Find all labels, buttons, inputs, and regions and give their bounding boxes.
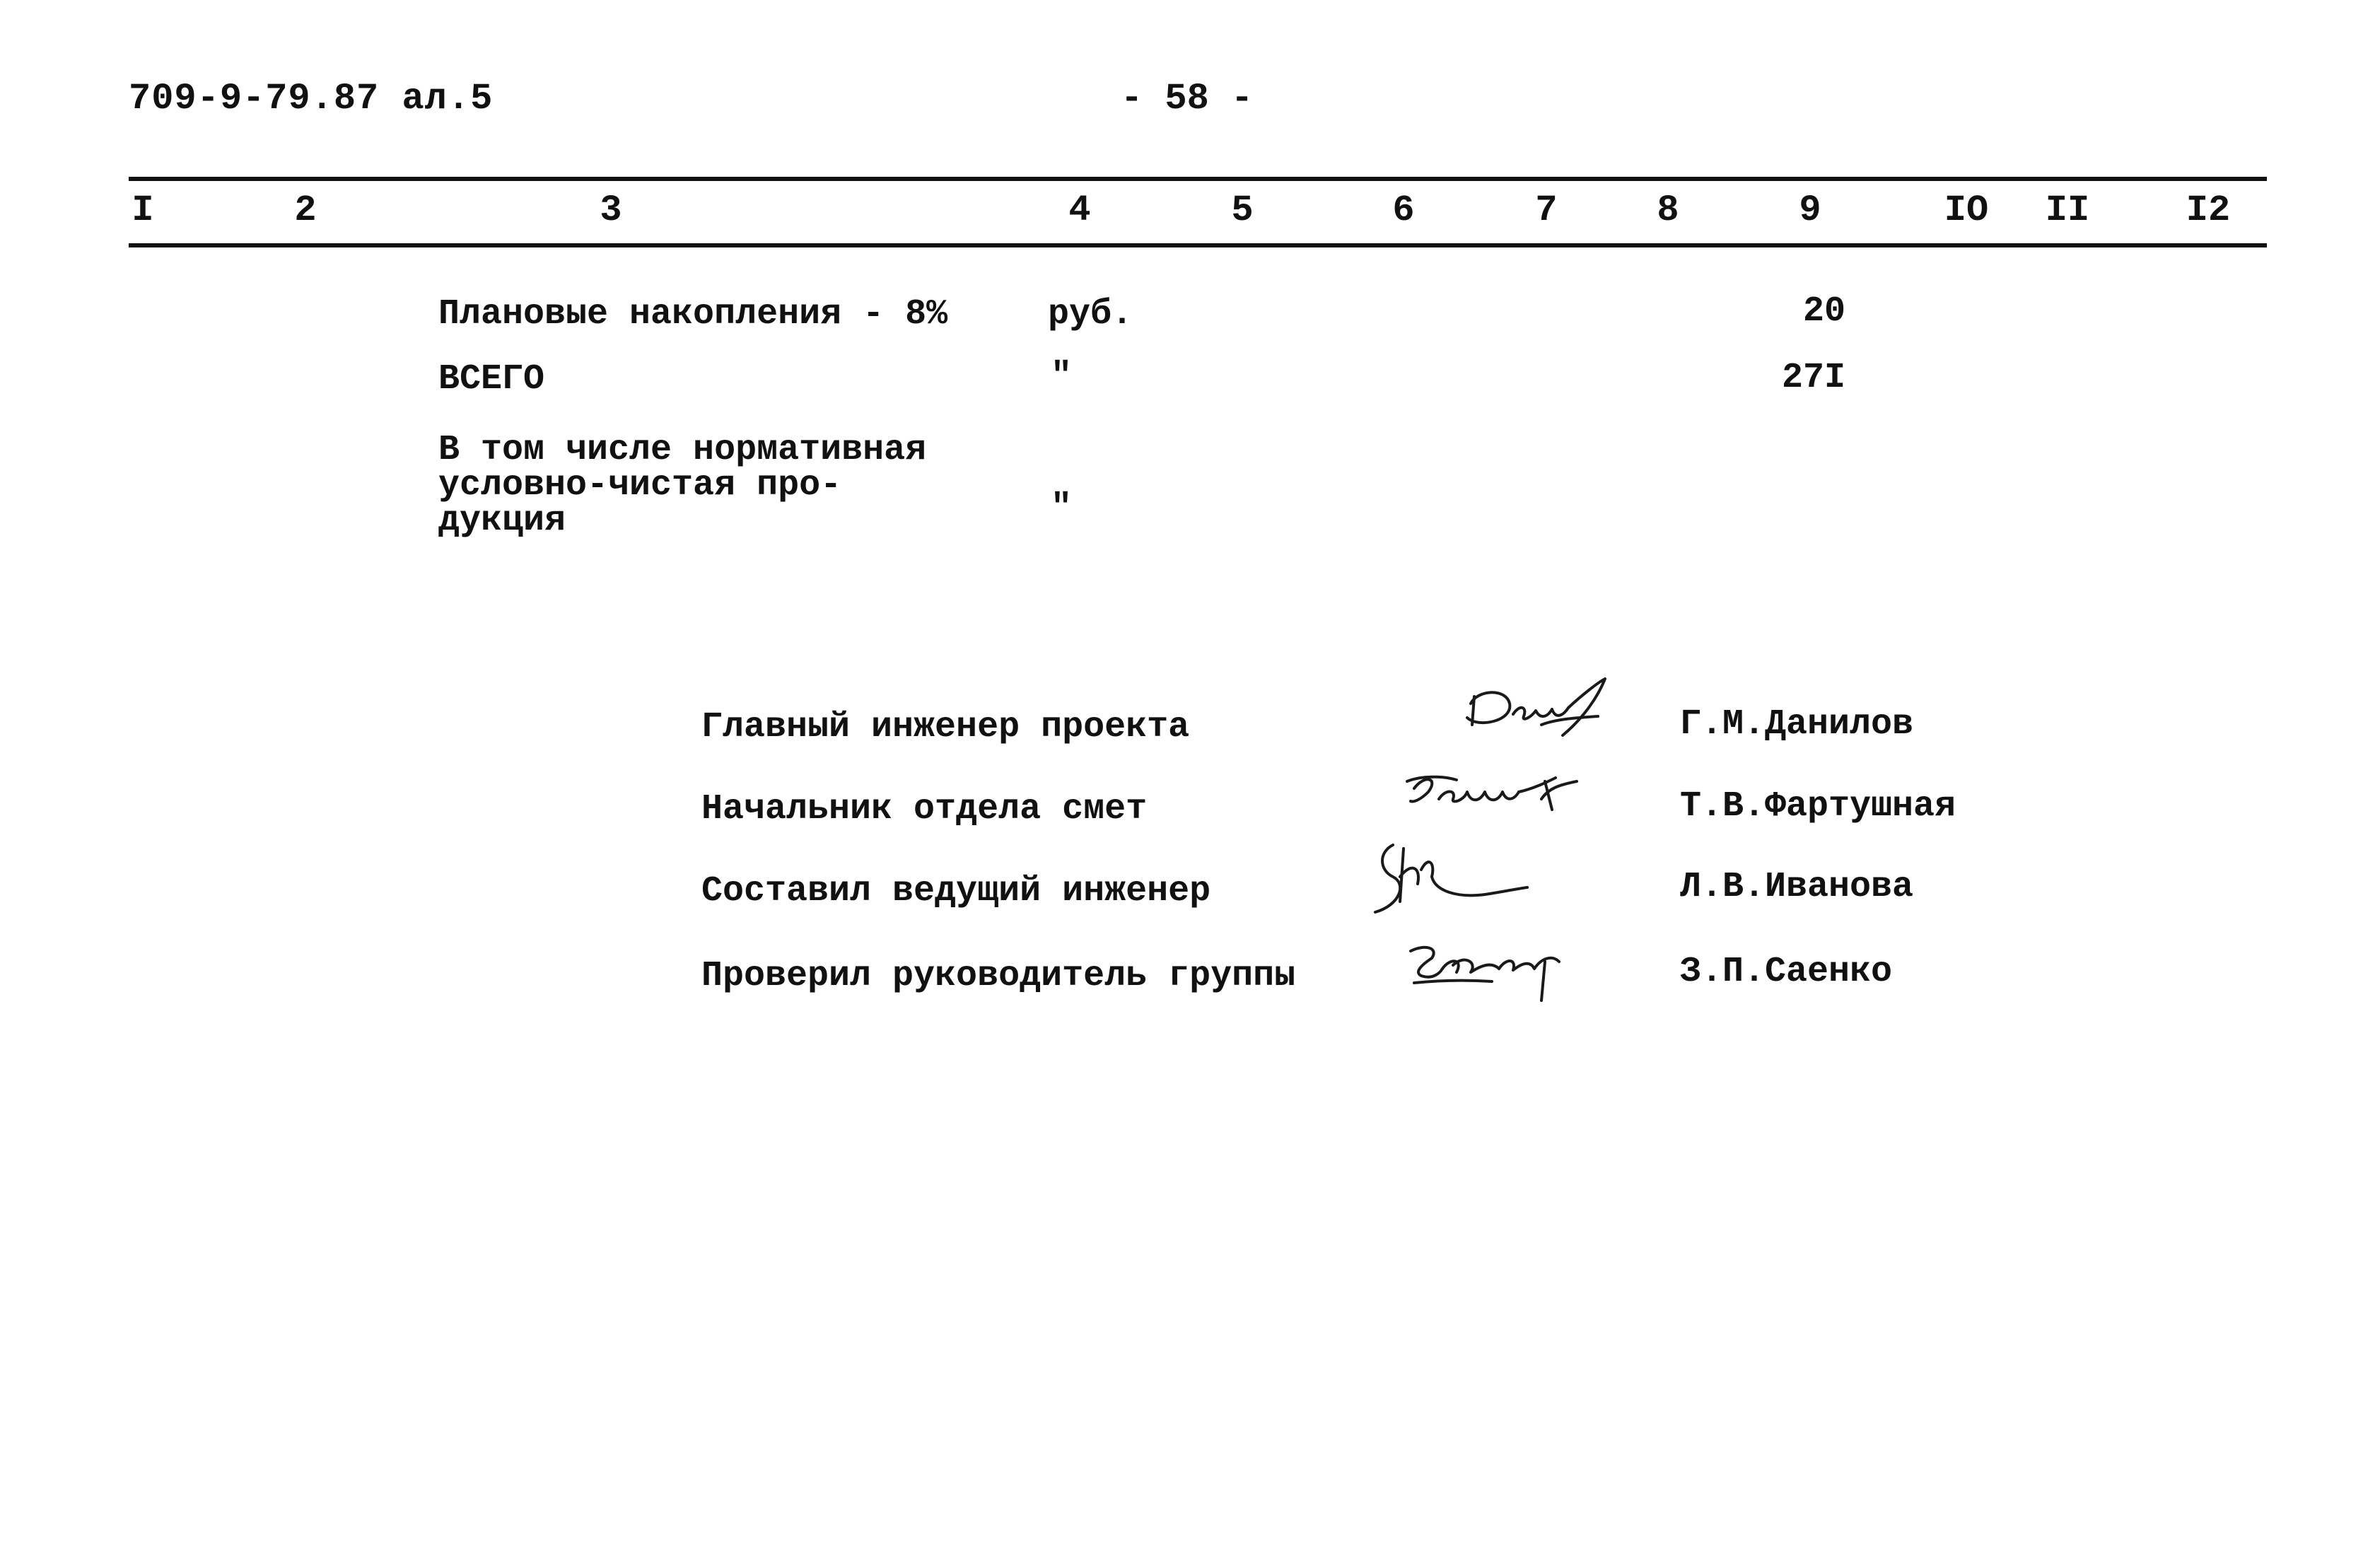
row-unit: руб. xyxy=(1048,294,1133,334)
row-description: ВСЕГО xyxy=(438,359,545,400)
signature-title: Начальник отдела смет xyxy=(701,789,1148,829)
handwritten-signature-icon xyxy=(1400,933,1584,1011)
signatory-name: Т.В.Фартушная xyxy=(1680,786,1956,827)
row-description-line: В том числе нормативная xyxy=(438,430,927,470)
row-description: Плановые накопления - 8% xyxy=(438,294,948,334)
handwritten-signature-icon xyxy=(1457,675,1619,760)
column-number-1: I xyxy=(132,190,154,231)
row-value: 20 xyxy=(1803,291,1846,332)
column-number-11: II xyxy=(2045,190,2090,231)
table-top-rule xyxy=(129,177,2267,181)
column-number-12: I2 xyxy=(2186,190,2231,231)
signature-title: Составил ведущий инженер xyxy=(701,871,1211,911)
column-number-4: 4 xyxy=(1068,190,1091,231)
column-number-10: IO xyxy=(1944,190,1989,231)
row-unit: " xyxy=(1051,356,1073,397)
row-description-line: условно-чистая про- xyxy=(438,465,842,506)
row-description-line: дукция xyxy=(438,501,566,541)
handwritten-signature-icon xyxy=(1400,760,1598,831)
column-number-9: 9 xyxy=(1799,190,1821,231)
column-number-3: 3 xyxy=(600,190,622,231)
signatory-name: Г.М.Данилов xyxy=(1680,704,1914,745)
table-header-rule xyxy=(129,243,2267,247)
signature-title: Главный инженер проекта xyxy=(701,707,1190,747)
row-value: 27I xyxy=(1782,358,1846,398)
signatory-name: Л.В.Иванова xyxy=(1680,867,1914,907)
signatory-name: З.П.Саенко xyxy=(1680,952,1893,992)
column-number-2: 2 xyxy=(294,190,317,231)
page-number: - 58 - xyxy=(1121,78,1254,119)
signature-title: Проверил руководитель группы xyxy=(701,956,1296,996)
column-number-8: 8 xyxy=(1657,190,1679,231)
document-code: 709-9-79.87 ал.5 xyxy=(129,78,494,119)
column-number-5: 5 xyxy=(1231,190,1254,231)
column-number-7: 7 xyxy=(1535,190,1558,231)
handwritten-signature-icon xyxy=(1365,834,1534,926)
column-number-6: 6 xyxy=(1392,190,1415,231)
row-unit: " xyxy=(1051,488,1073,528)
